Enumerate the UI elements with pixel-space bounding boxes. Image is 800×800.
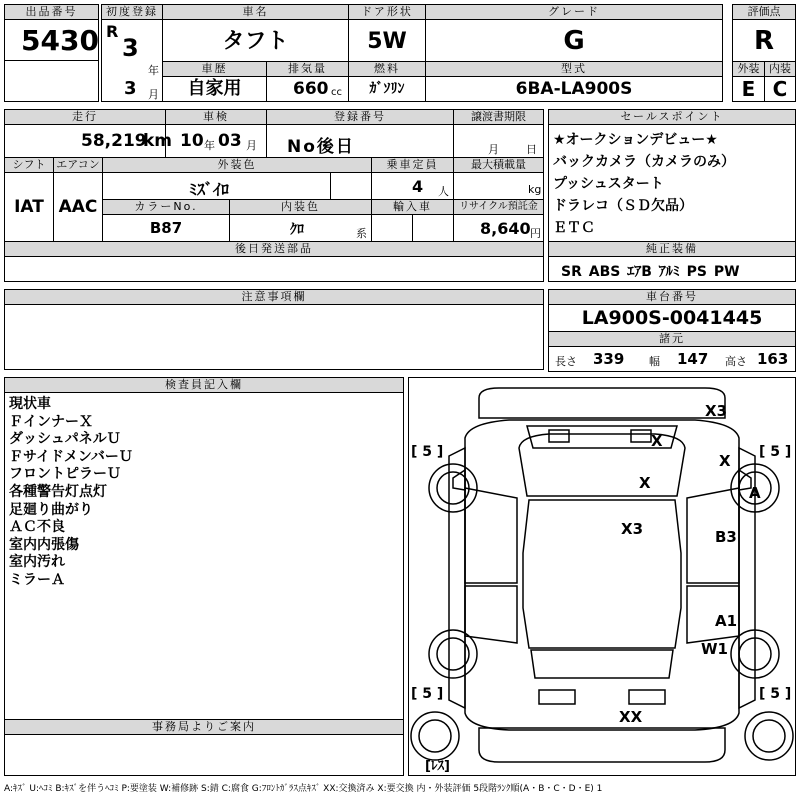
mileage-cell bbox=[4, 124, 173, 158]
inspector-item: 足廻り曲がり bbox=[9, 501, 93, 518]
mark-a-wheel: A bbox=[749, 484, 761, 502]
office-box bbox=[4, 734, 404, 776]
office-label: 事務局よりご案内 bbox=[4, 719, 404, 735]
int-color: ｸﾛ bbox=[290, 222, 304, 238]
width-label: 幅 bbox=[649, 355, 660, 368]
inspector-item: ダッシュパネルＵ bbox=[9, 431, 121, 448]
era: R bbox=[106, 22, 119, 41]
first-reg-year: 3 bbox=[122, 34, 139, 62]
model: 6BA-LA900S bbox=[515, 79, 633, 99]
inspection-year-unit: 年 bbox=[204, 139, 215, 152]
import-cell bbox=[371, 214, 413, 242]
color-no-label: カラーNo. bbox=[102, 199, 230, 215]
later-parts-cell bbox=[4, 256, 544, 282]
sales-points-label: セールスポイント bbox=[548, 109, 796, 125]
mark-x3-top: X3 bbox=[705, 402, 728, 420]
displacement-label: 排気量 bbox=[266, 61, 349, 77]
equipment: SR ABS ｴｱB ｱﾙﾐ PS PW bbox=[561, 264, 740, 280]
rear-bumper-outline bbox=[479, 728, 725, 762]
notes-label: 注意事項欄 bbox=[4, 289, 544, 305]
lot-blank-cell bbox=[4, 60, 99, 102]
sales-points-box bbox=[548, 124, 796, 242]
displacement-unit: cc bbox=[331, 87, 342, 98]
chassis-number: LA900S-0041445 bbox=[581, 307, 763, 329]
transfer-month-unit: 月 bbox=[488, 143, 499, 156]
tire-bl-label: [ 5 ] bbox=[411, 686, 444, 702]
sales-point-item: プッシュスタート bbox=[553, 176, 664, 192]
lot-number: 5430 bbox=[21, 24, 99, 57]
reg-no: No後日 bbox=[287, 137, 355, 157]
length-label: 長さ bbox=[555, 355, 577, 368]
inspector-item: 各種警告灯点灯 bbox=[9, 483, 107, 500]
first-reg-label: 初度登録 bbox=[101, 4, 163, 20]
int-grade-label: 内装 bbox=[764, 61, 796, 77]
roof-outline bbox=[523, 500, 681, 648]
month-unit: 月 bbox=[148, 88, 159, 101]
equipment-label: 純正装備 bbox=[548, 241, 796, 257]
sales-point-item: ドラレコ（ＳＤ欠品） bbox=[553, 198, 693, 214]
inspector-list bbox=[9, 396, 133, 590]
ext-color-cell bbox=[102, 172, 331, 200]
headlight-right bbox=[631, 430, 651, 442]
score-label: 評価点 bbox=[732, 4, 796, 20]
displacement: 660 bbox=[293, 79, 329, 99]
spare-tire-label: [ﾚｽ] bbox=[425, 759, 450, 774]
dims-label: 諸元 bbox=[548, 331, 796, 347]
tire-br-label: [ 5 ] bbox=[759, 686, 792, 702]
inspector-item: 現状車 bbox=[9, 396, 51, 412]
recycle-cell bbox=[453, 214, 544, 242]
mark-x-bonnet: X bbox=[639, 474, 651, 492]
mark-xx-rear: XX bbox=[619, 708, 643, 726]
ac-cell bbox=[53, 172, 103, 242]
sales-point-item: バックカメラ（カメラのみ） bbox=[553, 154, 735, 170]
recycle: 8,640 bbox=[480, 219, 531, 238]
int-color-label: 内装色 bbox=[229, 199, 372, 215]
shift: IAT bbox=[14, 197, 44, 217]
car-name-cell bbox=[162, 19, 349, 62]
inspector-item: ミラーＡ bbox=[9, 571, 65, 588]
dims-cell bbox=[548, 346, 796, 372]
mark-x3-roof: X3 bbox=[621, 520, 644, 538]
headlight-left bbox=[549, 430, 569, 442]
inspector-item: ＡＣ不良 bbox=[9, 519, 65, 536]
length: 339 bbox=[593, 350, 625, 368]
mileage: 58,219 bbox=[81, 131, 147, 151]
chassis-label: 車台番号 bbox=[548, 289, 796, 305]
inspector-item: ＦインナーＸ bbox=[9, 413, 93, 430]
max-load-cell bbox=[453, 172, 544, 200]
lot-number-cell bbox=[4, 19, 99, 61]
chassis-cell bbox=[548, 304, 796, 332]
inspector-item: 室内汚れ bbox=[9, 554, 65, 571]
transfer-label: 譲渡書期限 bbox=[453, 109, 544, 125]
spare-tire-bl-inner bbox=[753, 720, 785, 752]
legend: A:ｷｽﾞ U:ﾍｺﾐ B:ｷｽﾞを伴うﾍｺﾐ P:要塗装 W:補修跡 S:錆 C:腐食 G:ﾌﾛﾝﾄｶﾞﾗｽ点ｷｽﾞ XX:交換済み X:要交換 内・外装評価 5段階ﾗﾝｸ順(A・B・C・D・E) 1 bbox=[4, 784, 603, 794]
mark-a1: A1 bbox=[715, 612, 738, 630]
transfer-cell bbox=[453, 124, 544, 158]
reg-no-cell bbox=[266, 124, 454, 158]
max-load-unit: kg bbox=[528, 183, 542, 196]
spare-tire-inner bbox=[419, 720, 451, 752]
transfer-day-unit: 日 bbox=[526, 143, 537, 156]
mark-x-front-glass: X bbox=[651, 432, 663, 450]
mileage-label: 走行 bbox=[4, 109, 166, 125]
body-outline bbox=[465, 420, 739, 730]
int-grade-cell bbox=[764, 76, 796, 102]
car-name: タフト bbox=[222, 29, 289, 54]
inspector-item: ＦサイドメンバーＵ bbox=[9, 448, 133, 465]
lot-label: 出品番号 bbox=[4, 4, 99, 20]
score: R bbox=[753, 26, 775, 56]
inspector-box bbox=[4, 392, 404, 720]
inspector-item: 室内内張傷 bbox=[9, 536, 79, 553]
spare-tire-bl bbox=[745, 712, 793, 760]
shift-label: シフト bbox=[4, 157, 54, 173]
int-color-unit: 系 bbox=[356, 227, 367, 240]
displacement-cell bbox=[266, 76, 349, 102]
width: 147 bbox=[677, 350, 709, 368]
int-grade: C bbox=[772, 77, 788, 101]
mark-x-right-front: X bbox=[719, 452, 731, 470]
score-cell bbox=[732, 19, 796, 62]
fuel-label: 燃料 bbox=[348, 61, 426, 77]
equipment-cell bbox=[548, 256, 796, 282]
import-cell-2 bbox=[412, 214, 454, 242]
left-rear-door bbox=[465, 586, 517, 643]
max-load-label: 最大積載量 bbox=[453, 157, 544, 173]
car-diagram bbox=[409, 378, 795, 775]
capacity-label: 乗車定員 bbox=[371, 157, 454, 173]
color-no-cell bbox=[102, 214, 230, 242]
fuel: ｶﾞｿﾘﾝ bbox=[369, 81, 405, 97]
sales-points-list bbox=[553, 129, 735, 239]
grade-cell bbox=[425, 19, 723, 62]
door-label: ドア形状 bbox=[348, 4, 426, 20]
rear-license-left bbox=[539, 690, 575, 704]
door-type: 5W bbox=[367, 29, 407, 54]
ext-color-extra-cell bbox=[330, 172, 372, 200]
wheel-rear-left bbox=[429, 630, 477, 678]
height-label: 高さ bbox=[725, 355, 747, 368]
history: 自家用 bbox=[187, 78, 242, 99]
front-bumper-outline bbox=[479, 388, 728, 420]
ext-grade-label: 外装 bbox=[732, 61, 765, 77]
recycle-unit: 円 bbox=[530, 227, 541, 240]
inspector-label: 検査員記入欄 bbox=[4, 377, 404, 393]
height: 163 bbox=[757, 350, 789, 368]
grade-label: グレード bbox=[425, 4, 723, 20]
wheel-rear-left-inner bbox=[437, 638, 469, 670]
capacity-cell bbox=[371, 172, 454, 200]
grade: G bbox=[563, 26, 585, 56]
rear-glass-outline bbox=[531, 650, 673, 678]
inspection-month-unit: 月 bbox=[246, 139, 257, 152]
tire-tl-label: [ 5 ] bbox=[411, 444, 444, 460]
model-cell bbox=[425, 76, 723, 102]
capacity: 4 bbox=[412, 177, 424, 196]
ac-label: エアコン bbox=[53, 157, 103, 173]
notes-box bbox=[4, 304, 544, 370]
history-label: 車歴 bbox=[162, 61, 267, 77]
ac: AAC bbox=[58, 197, 98, 217]
history-cell bbox=[162, 76, 267, 102]
reg-no-label: 登録番号 bbox=[266, 109, 454, 125]
ext-grade-cell bbox=[732, 76, 765, 102]
color-no: B87 bbox=[149, 219, 183, 237]
door-cell bbox=[348, 19, 426, 62]
mark-w1: W1 bbox=[701, 640, 728, 658]
inspection-year: 10 bbox=[180, 131, 204, 151]
year-unit: 年 bbox=[148, 64, 159, 77]
later-parts-label: 後日発送部品 bbox=[4, 241, 544, 257]
sales-point-item: ＥＴＣ bbox=[553, 220, 595, 236]
first-reg-month: 3 bbox=[124, 78, 137, 99]
fuel-cell bbox=[348, 76, 426, 102]
car-name-label: 車名 bbox=[162, 4, 349, 20]
sales-point-item: ★オークションデビュー★ bbox=[553, 132, 718, 148]
rear-license-right bbox=[629, 690, 665, 704]
import-label: 輸入車 bbox=[371, 199, 454, 215]
inspection-cell bbox=[165, 124, 267, 158]
shift-cell bbox=[4, 172, 54, 242]
mileage-unit: km bbox=[143, 131, 173, 151]
capacity-unit: 人 bbox=[438, 185, 449, 198]
int-color-cell bbox=[229, 214, 372, 242]
tire-tr-label: [ 5 ] bbox=[759, 444, 792, 460]
ext-grade: E bbox=[741, 77, 756, 101]
recycle-label: リサイクル預託金 bbox=[453, 199, 544, 215]
first-reg-cell bbox=[101, 19, 163, 102]
mark-b3: B3 bbox=[715, 528, 737, 546]
inspection-label: 車検 bbox=[165, 109, 267, 125]
ext-color-label: 外装色 bbox=[102, 157, 372, 173]
car-diagram-box bbox=[408, 377, 796, 776]
inspector-item: フロントピラーＵ bbox=[9, 466, 121, 483]
ext-color: ﾐｽﾞｲﾛ bbox=[189, 180, 230, 199]
model-label: 型式 bbox=[425, 61, 723, 77]
spare-tire bbox=[411, 712, 459, 760]
inspection-month: 03 bbox=[218, 131, 242, 151]
